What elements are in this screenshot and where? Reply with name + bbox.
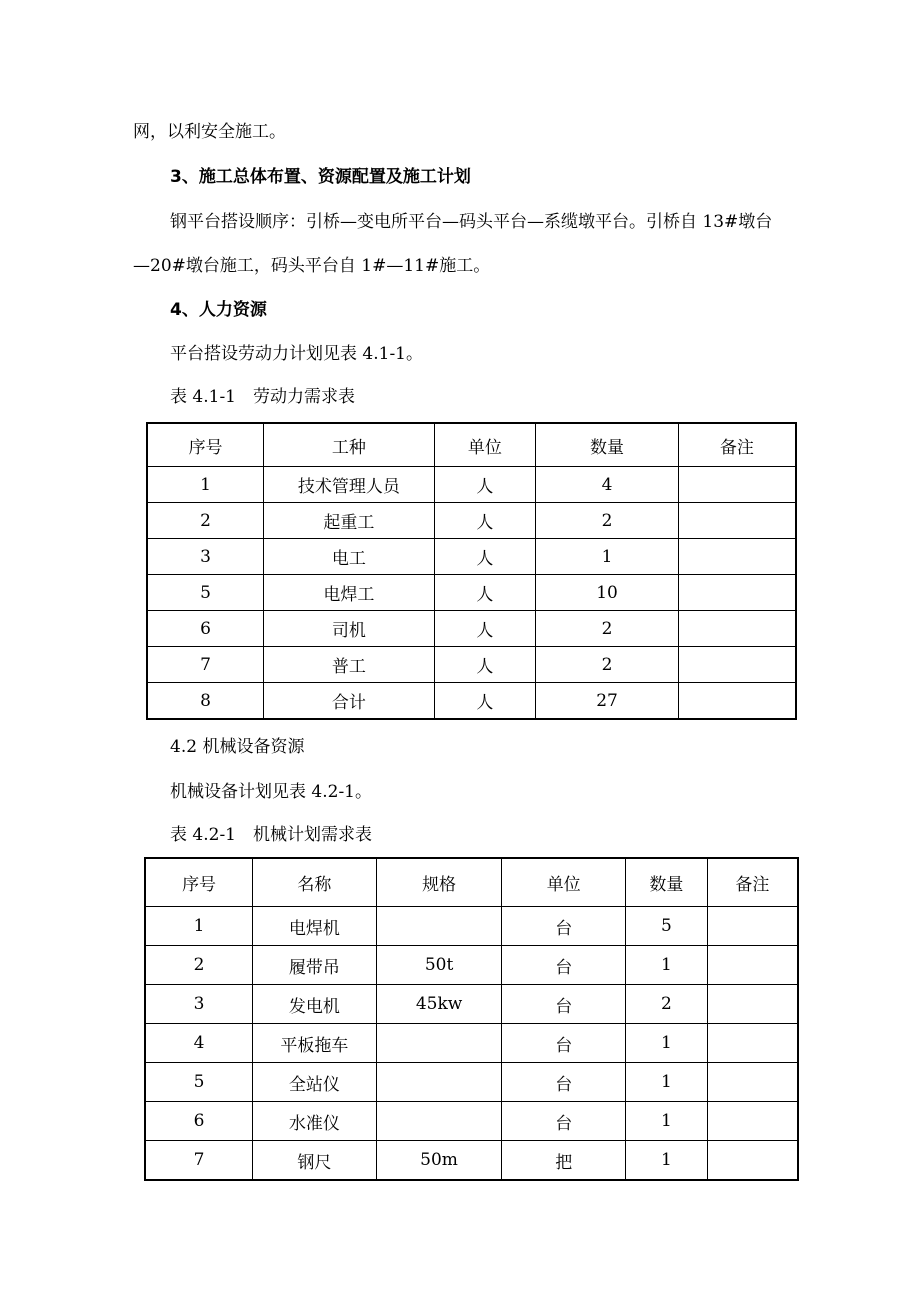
header-cell: 单位 [434,423,536,467]
table-cell: 电焊机 [253,907,377,946]
table-cell: 6 [147,611,264,647]
table-cell: 起重工 [264,503,434,539]
table-cell: 1 [625,1024,707,1063]
table-cell [376,1024,502,1063]
labor-demand-table [146,422,797,720]
section-heading-4: 4、人力资源 [170,300,267,320]
table-cell: 技术管理人员 [264,467,434,503]
table-cell: 人 [434,647,536,683]
table-cell [707,1024,798,1063]
table-cell: 2 [147,503,264,539]
table-row [147,611,796,647]
table-cell: 平板拖车 [253,1024,377,1063]
table-cell: 45kw [376,985,502,1024]
table-cell: 4 [536,467,679,503]
table-cell: 10 [536,575,679,611]
table-row [145,985,798,1024]
table-row [147,683,796,720]
table-cell [678,539,796,575]
table-cell: 7 [145,1141,253,1181]
table-cell: 3 [145,985,253,1024]
table-cell: 水准仪 [253,1102,377,1141]
table-row [145,1102,798,1141]
header-cell: 数量 [625,858,707,907]
table-cell [678,647,796,683]
header-cell: 工种 [264,423,434,467]
table-cell: 2 [145,946,253,985]
table-cell: 1 [536,539,679,575]
table-cell: 8 [147,683,264,720]
table-cell: 人 [434,683,536,720]
paragraph-sequence-line2: —20#墩台施工，码头平台自 1#—11#施工。 [133,256,491,276]
table-cell: 普工 [264,647,434,683]
table-cell: 2 [536,647,679,683]
table-row [145,1063,798,1102]
table-cell: 5 [625,907,707,946]
table-row [147,539,796,575]
header-cell: 备注 [707,858,798,907]
table-cell: 履带吊 [253,946,377,985]
paragraph-continuation: 网，以利安全施工。 [133,122,286,142]
table-cell: 50t [376,946,502,985]
table-cell [707,985,798,1024]
table-cell: 6 [145,1102,253,1141]
table-cell: 27 [536,683,679,720]
equipment-demand-table [144,857,799,1181]
table-cell [707,946,798,985]
table-cell: 电焊工 [264,575,434,611]
table-cell: 全站仪 [253,1063,377,1102]
table-cell: 7 [147,647,264,683]
table-cell: 5 [147,575,264,611]
table-cell: 2 [625,985,707,1024]
section-heading-3: 3、施工总体布置、资源配置及施工计划 [170,167,471,187]
paragraph-equipment-ref: 机械设备计划见表 4.2-1。 [170,782,372,802]
table-cell: 人 [434,503,536,539]
table-cell: 发电机 [253,985,377,1024]
table-row [145,946,798,985]
table-row [145,1024,798,1063]
table-cell: 2 [536,503,679,539]
table-row [145,1141,798,1181]
table-row [147,503,796,539]
table-row [147,647,796,683]
table-cell: 1 [145,907,253,946]
table-cell: 电工 [264,539,434,575]
table-cell [707,1102,798,1141]
table-cell [707,1063,798,1102]
header-cell: 序号 [147,423,264,467]
table-cell: 钢尺 [253,1141,377,1181]
section-heading-4-2: 4.2 机械设备资源 [170,737,305,757]
table-caption-4-2-1: 表 4.2-1 机械计划需求表 [170,825,372,845]
table-cell [678,683,796,720]
table-cell: 合计 [264,683,434,720]
table-cell: 台 [502,1102,626,1141]
table-cell: 1 [625,1102,707,1141]
table-cell: 台 [502,985,626,1024]
table-cell [678,467,796,503]
table-cell: 把 [502,1141,626,1181]
table-cell [376,907,502,946]
table-header-row [147,423,796,467]
table-row [147,575,796,611]
header-cell: 序号 [145,858,253,907]
table-cell: 1 [625,1141,707,1181]
paragraph-labor-ref: 平台搭设劳动力计划见表 4.1-1。 [170,344,423,364]
header-cell: 备注 [678,423,796,467]
header-cell: 数量 [536,423,679,467]
table-cell: 人 [434,467,536,503]
table-row [147,467,796,503]
table-cell [678,503,796,539]
table-cell: 4 [145,1024,253,1063]
table-cell: 1 [625,946,707,985]
table-cell [707,1141,798,1181]
table-cell [678,575,796,611]
header-cell: 规格 [376,858,502,907]
header-cell: 单位 [502,858,626,907]
table-row [145,907,798,946]
table-cell [707,907,798,946]
table-cell: 台 [502,907,626,946]
table-cell: 台 [502,1024,626,1063]
table-cell: 1 [147,467,264,503]
table-cell: 2 [536,611,679,647]
table-cell: 台 [502,946,626,985]
table-cell: 司机 [264,611,434,647]
table-cell [678,611,796,647]
table-caption-4-1-1: 表 4.1-1 劳动力需求表 [170,387,355,407]
paragraph-sequence-line1: 钢平台搭设顺序：引桥—变电所平台—码头平台—系缆墩平台。引桥自 13#墩台 [170,212,773,232]
table-cell [376,1063,502,1102]
header-cell: 名称 [253,858,377,907]
table-header-row [145,858,798,907]
table-cell: 人 [434,611,536,647]
table-cell: 3 [147,539,264,575]
table-cell: 5 [145,1063,253,1102]
table-cell: 50m [376,1141,502,1181]
table-cell [376,1102,502,1141]
table-cell: 1 [625,1063,707,1102]
table-cell: 台 [502,1063,626,1102]
table-cell: 人 [434,539,536,575]
table-cell: 人 [434,575,536,611]
